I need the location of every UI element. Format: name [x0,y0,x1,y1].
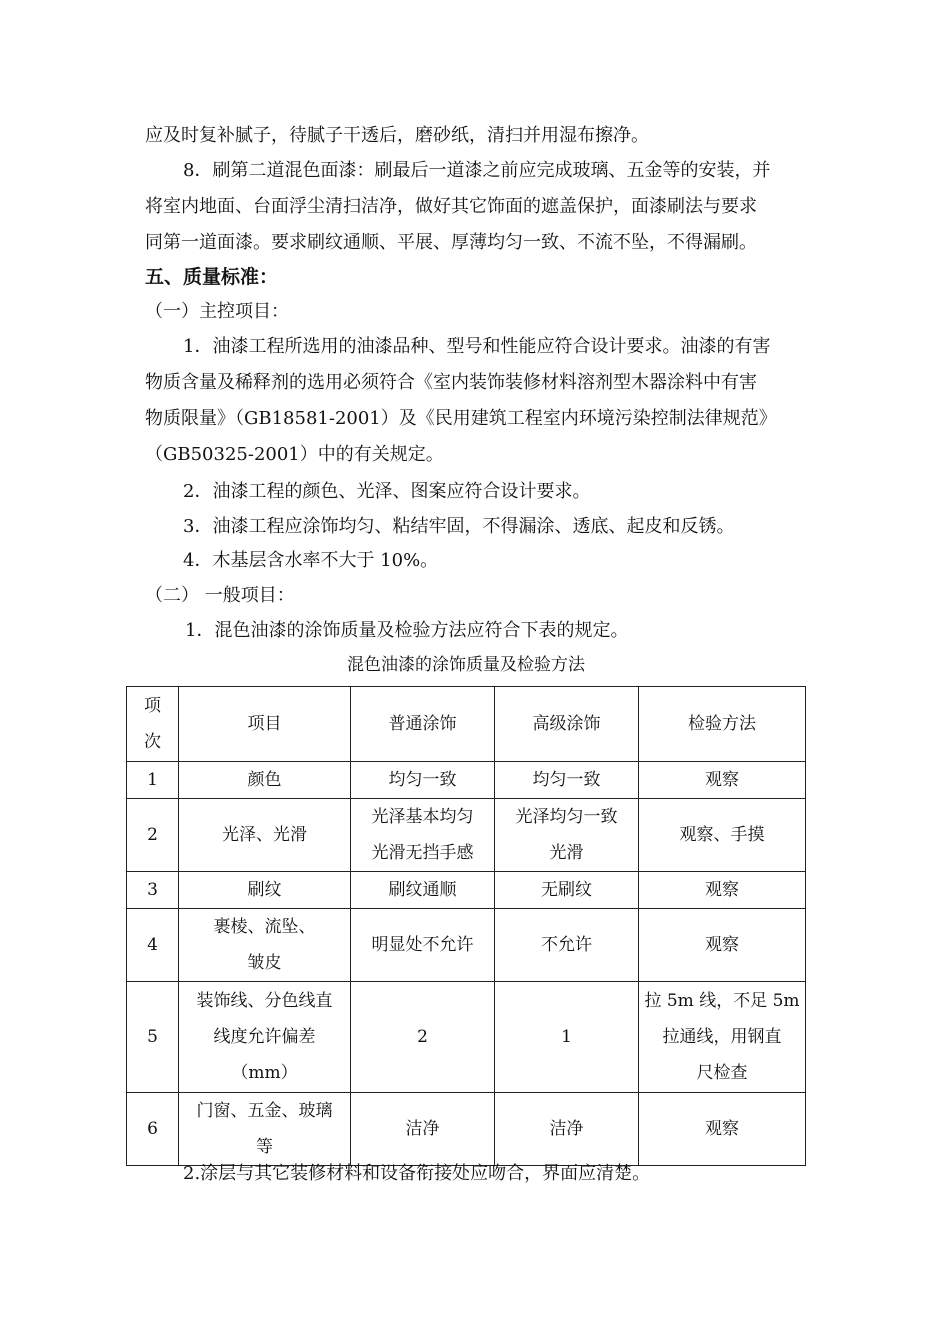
paragraph-line: 应及时复补腻子，待腻子干透后，磨砂纸，清扫并用湿布擦净。 [145,125,649,146]
cell-no: 3 [127,872,179,909]
header-cell-method: 检验方法 [639,687,806,762]
table-header-row [127,687,806,762]
cell-item: 颜色 [179,762,351,799]
cell-no: 5 [127,982,179,1093]
cell-normal: 洁净 [351,1093,495,1166]
paragraph-line: 物质含量及稀释剂的选用必须符合《室内装饰装修材料溶剂型木器涂料中有害 [145,372,757,393]
cell-method: 拉 5m 线，不足 5m 拉通线，用钢直 尺检查 [639,982,806,1093]
cell-normal: 刷纹通顺 [351,872,495,909]
paragraph-line: 1．混色油漆的涂饰质量及检验方法应符合下表的规定。 [185,620,629,641]
paragraph-line: 8．刷第二道混色面漆：刷最后一道漆之前应完成玻璃、五金等的安装，并 [183,160,771,181]
cell-item: 裹棱、流坠、 皱皮 [179,909,351,982]
cell-method: 观察 [639,872,806,909]
table-row [127,799,806,872]
table-row [127,872,806,909]
header-cell-advanced: 高级涂饰 [495,687,639,762]
cell-advanced: 洁净 [495,1093,639,1166]
cell-item: 装饰线、分色线直 线度允许偏差 （mm） [179,982,351,1093]
paragraph-line: 3．油漆工程应涂饰均匀、粘结牢固，不得漏涂、透底、起皮和反锈。 [183,516,735,537]
cell-normal: 2 [351,982,495,1093]
cell-no: 6 [127,1093,179,1166]
cell-advanced: 光泽均匀一致 光滑 [495,799,639,872]
paragraph-line: （GB50325-2001）中的有关规定。 [145,444,444,465]
cell-item: 光泽、光滑 [179,799,351,872]
cell-advanced: 1 [495,982,639,1093]
cell-method: 观察 [639,909,806,982]
paragraph-line: 将室内地面、台面浮尘清扫洁净，做好其它饰面的遮盖保护，面漆刷法与要求 [145,196,757,217]
section-heading: 五、质量标准： [145,266,279,288]
cell-no: 1 [127,762,179,799]
cell-method: 观察、手摸 [639,799,806,872]
cell-advanced: 无刷纹 [495,872,639,909]
paragraph-line: 物质限量》（GB18581-2001）及《民用建筑工程室内环境污染控制法律规范》 [145,408,777,429]
table-row [127,762,806,799]
paragraph-line: 1．油漆工程所选用的油漆品种、型号和性能应符合设计要求。油漆的有害 [183,336,771,357]
cell-no: 2 [127,799,179,872]
paragraph-line: 2.涂层与其它装修材料和设备衔接处应吻合，界面应清楚。 [183,1163,651,1184]
cell-normal: 均匀一致 [351,762,495,799]
subsection-title: （一）主控项目： [145,301,289,322]
header-cell-normal: 普通涂饰 [351,687,495,762]
paragraph-line: 2．油漆工程的颜色、光泽、图案应符合设计要求。 [183,481,591,502]
paragraph-line: 4．木基层含水率不大于 10%。 [183,550,439,571]
header-cell-item: 项目 [179,687,351,762]
subsection-title: （二） 一般项目： [145,585,295,606]
table-caption: 混色油漆的涂饰质量及检验方法 [347,655,585,675]
quality-table [126,686,806,1166]
paragraph-line: 同第一道面漆。要求刷纹通顺、平展、厚薄均匀一致、不流不坠，不得漏刷。 [145,232,757,253]
cell-no: 4 [127,909,179,982]
table-row [127,909,806,982]
cell-method: 观察 [639,762,806,799]
cell-normal: 明显处不允许 [351,909,495,982]
cell-method: 观察 [639,1093,806,1166]
table-row [127,1093,806,1166]
table-row [127,982,806,1093]
cell-normal: 光泽基本均匀 光滑无挡手感 [351,799,495,872]
cell-item: 门窗、五金、玻璃 等 [179,1093,351,1166]
header-cell-no: 项 次 [127,687,179,762]
cell-advanced: 不允许 [495,909,639,982]
cell-item: 刷纹 [179,872,351,909]
cell-advanced: 均匀一致 [495,762,639,799]
